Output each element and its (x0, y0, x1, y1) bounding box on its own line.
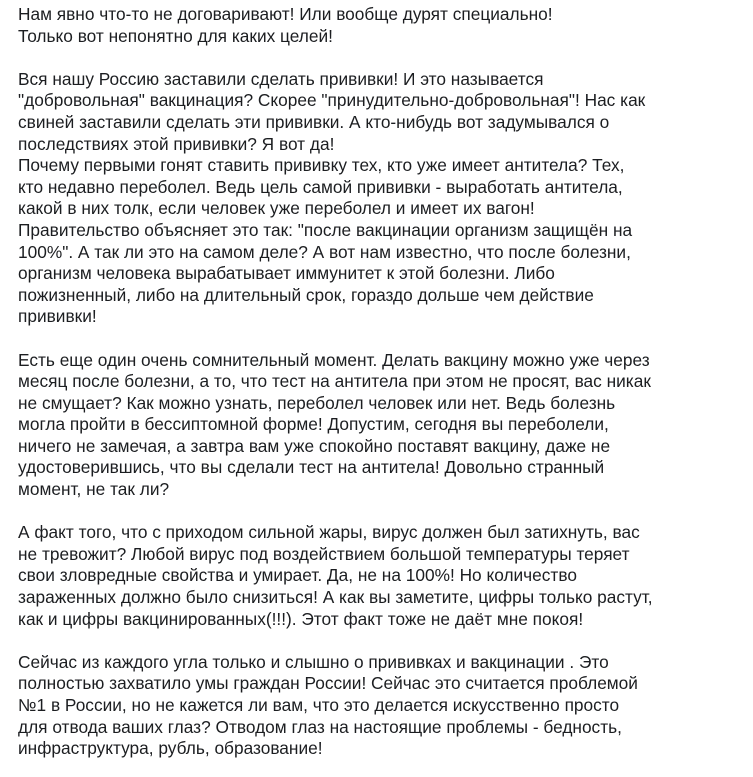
text-line: "добровольная" вакцинация? Скорее "принудительно-добровольная"! Нас как (18, 90, 646, 111)
text-line: прививки! (18, 306, 97, 327)
text-line: инфраструктура, рубль, образование! (18, 738, 323, 759)
text-line: Сейчас из каждого угла только и слышно о прививках и вакцинации . Это (18, 651, 609, 672)
text-line: Нам явно что-то не договаривают! Или вообще дурят специально! (18, 4, 553, 24)
text-line: для отвода ваших глаз? Отводом глаз на настоящие проблемы - бедность, (18, 716, 622, 737)
text-line: Только вот непонятно для каких целей! (18, 25, 333, 46)
text-line: момент, не так ли? (18, 479, 170, 500)
text-line: не тревожит? Любой вирус под воздействием большой температуры теряет (18, 543, 630, 564)
text-line: свиней заставили сделать эти прививки. А кто-нибудь вот задумывался о (18, 111, 610, 132)
text-line: кто недавно переболел. Ведь цель самой прививки - выработать антитела, (18, 176, 623, 197)
text-line: свои зловредные свойства и умирает. Да, не на 100%! Но количество (18, 565, 577, 586)
text-line: как и цифры вакцинированных(!!!). Этот факт тоже не даёт мне покоя! (18, 608, 584, 629)
text-line: Правительство объясняет это так: "после вакцинации организм защищён на (18, 219, 633, 240)
text-line: Почему первыми гонят ставить прививку тех, кто уже имеет антитела? Тех, (18, 155, 625, 176)
text-line: зараженных должно было снизиться! А как вы заметите, цифры только растут, (18, 587, 653, 608)
text-line: полностью захватило умы граждан России! Сейчас это считается проблемой (18, 673, 638, 694)
text-line: А факт того, что с приходом сильной жары, вирус должен был затихнуть, вас (18, 522, 640, 543)
text-line: могла пройти в бессиптомной форме! Допустим, сегодня вы переболели, (18, 414, 609, 435)
post-paragraph (18, 4, 747, 47)
post-paragraph (18, 522, 747, 630)
text-line: пожизненный, либо на длительный срок, гораздо дольше чем действие (18, 284, 594, 305)
post-paragraph (18, 350, 747, 501)
text-line: месяц после болезни, а то, что тест на антитела при этом не просят, вас никак (18, 371, 651, 392)
text-line: ничего не замечая, а завтра вам уже спокойно поставят вакцину, даже не (18, 435, 611, 456)
text-line: удостоверившись, что вы сделали тест на антитела! Довольно странный (18, 457, 605, 478)
text-line: Вся нашу Россию заставили сделать прививки! И это называется (18, 68, 544, 89)
text-line: какой в них толк, если человек уже переболел и имеет их вагон! (18, 198, 535, 219)
text-line: последствиях этой прививки? Я вот да! (18, 133, 335, 154)
text-line: организм человека вырабатывает иммунитет к этой болезни. Либо (18, 263, 555, 284)
text-line: не смущает? Как можно узнать, переболел человек или нет. Ведь болезнь (18, 392, 616, 413)
post-paragraph (18, 652, 747, 760)
text-line: Есть еще один очень сомнительный момент. Делать вакцину можно уже через (18, 349, 650, 370)
text-line: №1 в России, но не кажется ли вам, что это делается искусственно просто (18, 695, 620, 715)
post-paragraph (18, 69, 747, 328)
text-line: 100%". А так ли это на самом деле? А вот нам известно, что после болезни, (18, 241, 631, 262)
